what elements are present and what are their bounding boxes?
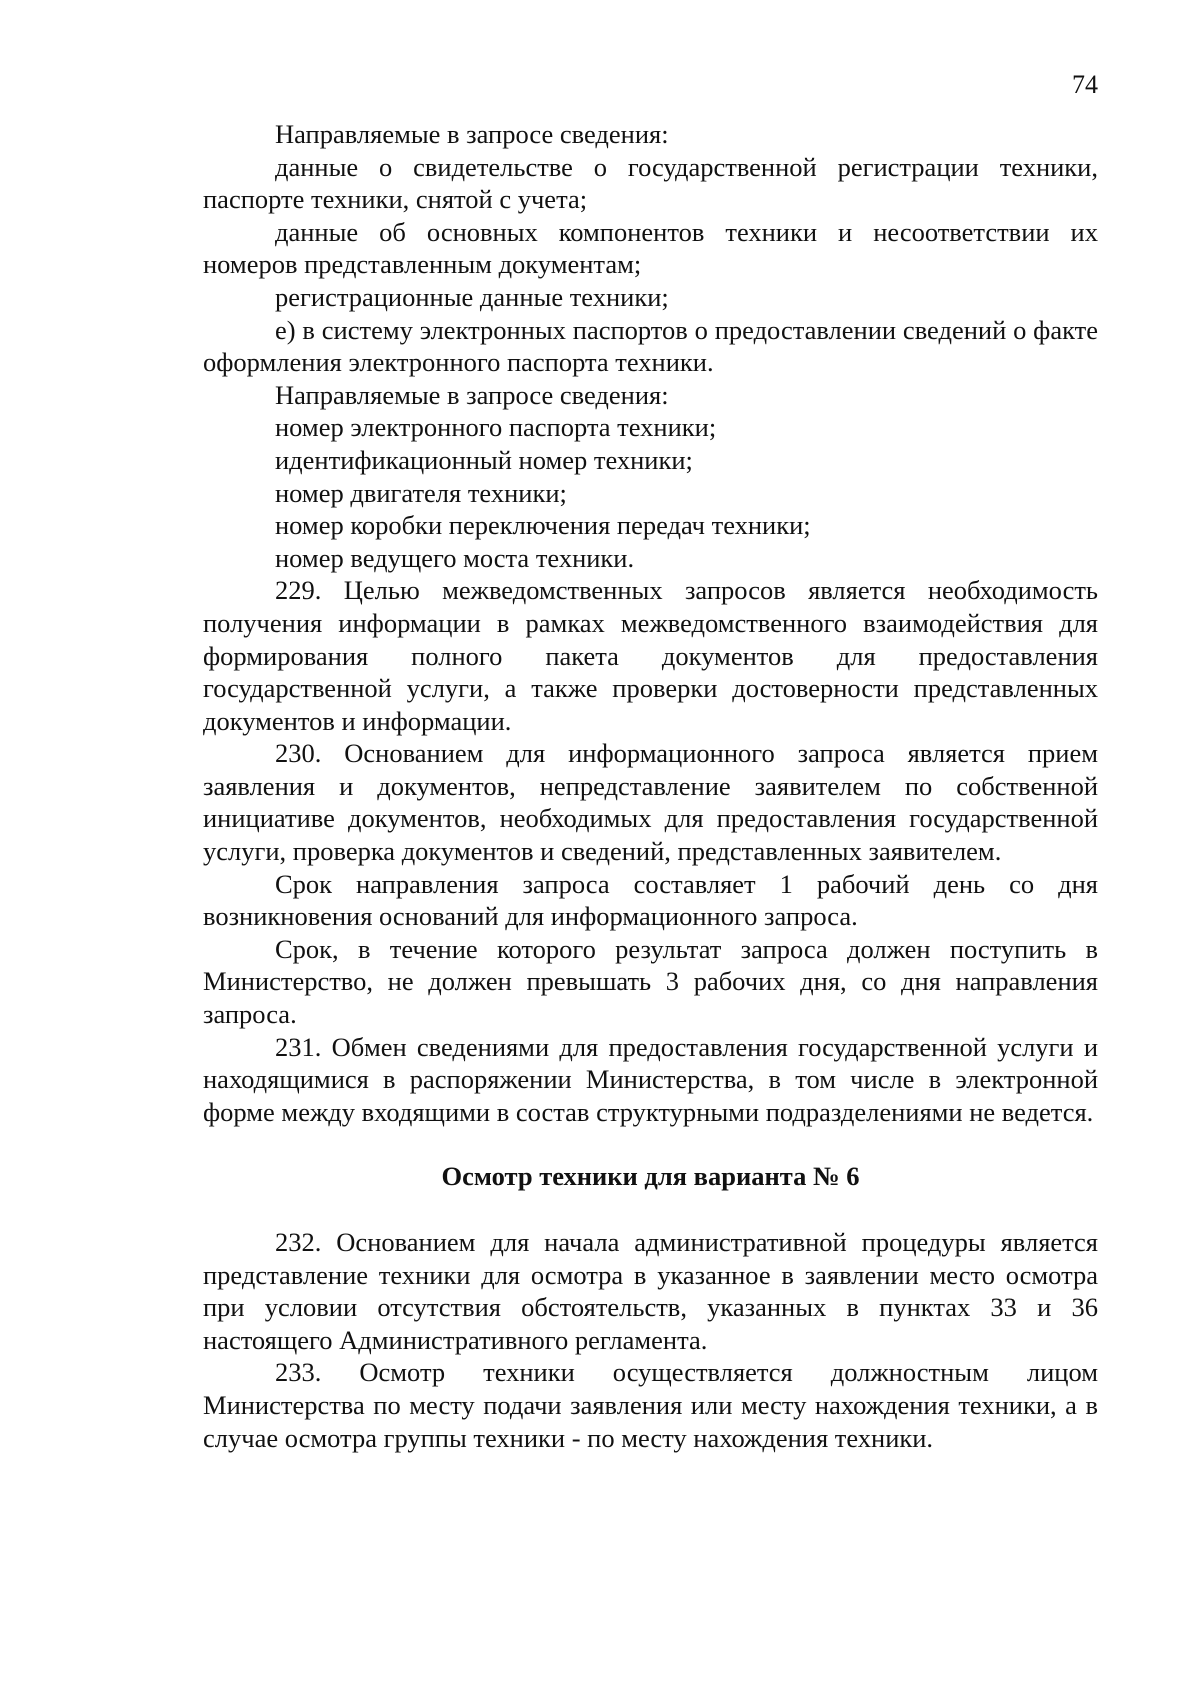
paragraph: данные о свидетельстве о государственной регистрации техники, паспорте техники, снятой с учета; bbox=[203, 151, 1098, 215]
paragraph: 230. Основанием для информационного запроса является прием заявления и документов, непредставление заявителем по собственной инициативе документов, необходимых для предоставления государственной услуги, проверка документов и сведений, представленных заявителем. bbox=[203, 738, 1098, 867]
paragraph: 233. Осмотр техники осуществляется должностным лицом Министерства по месту подачи заявления или месту нахождения техники, а в случае осмотра группы техники - по месту нахождения техники. bbox=[203, 1357, 1098, 1453]
page-number: 74 bbox=[1072, 70, 1098, 99]
paragraph: Срок, в течение которого результат запроса должен поступить в Министерство, не должен превышать 3 рабочих дня, со дня направления запроса. bbox=[203, 933, 1098, 1030]
document-body bbox=[203, 118, 1098, 1454]
paragraph: Срок направления запроса составляет 1 рабочий день со дня возникновения оснований для информационного запроса. bbox=[203, 868, 1098, 932]
paragraph: 232. Основанием для начала административной процедуры является представление техники для осмотра в указанное в заявлении место осмотра при условии отсутствия обстоятельств, указанных в пунктах 33 и 36 настоящего Административного регламента. bbox=[203, 1227, 1098, 1355]
paragraph: 229. Целью межведомственных запросов является необходимость получения информации в рамках межведомственного взаимодействия для формирования полного пакета документов для предоставления государственной услуги, а также проверки достоверности представленных документов и информации. bbox=[203, 575, 1098, 736]
paragraph: данные об основных компонентов техники и несоответствии их номеров представленным документам; bbox=[203, 216, 1098, 280]
paragraph: Направляемые в запросе сведения: bbox=[275, 379, 669, 410]
paragraph: Направляемые в запросе сведения: bbox=[275, 119, 669, 149]
paragraph: 231. Обмен сведениями для предоставления государственной услуги и находящимися в распоряжении Министерства, в том числе в электронной форме между входящими в состав структурными подразделениями не ведется. bbox=[203, 1031, 1098, 1127]
paragraph: номер электронного паспорта техники; bbox=[275, 412, 717, 443]
paragraph: е) в систему электронных паспортов о предоставлении сведений о факте оформления электронного паспорта техники. bbox=[203, 314, 1098, 378]
paragraph: номер коробки переключения передач техники; bbox=[275, 510, 811, 541]
paragraph: номер двигателя техники; bbox=[275, 477, 567, 508]
paragraph: номер ведущего моста техники. bbox=[275, 542, 635, 573]
paragraph: регистрационные данные техники; bbox=[275, 281, 669, 312]
paragraph: идентификационный номер техники; bbox=[275, 444, 693, 475]
section-heading: Осмотр техники для варианта № 6 bbox=[441, 1161, 860, 1192]
